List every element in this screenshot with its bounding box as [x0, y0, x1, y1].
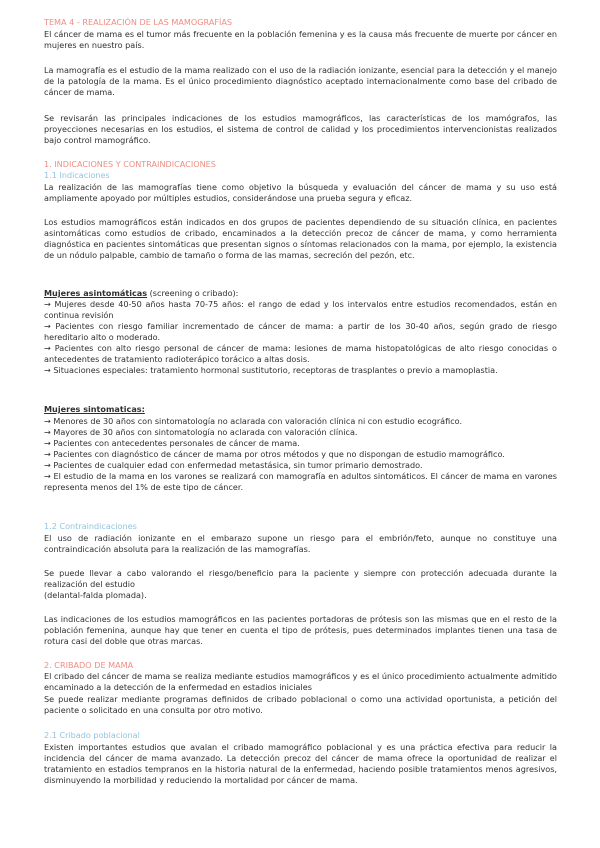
mamografia-definition-paragraph: La mamografía es el estudio de la mama realizado con el uso de la radiación ionizante, esencial para la detección y el manejo de la patología de la mama. Es el único procedimiento diagnóstico aceptado internacionalmente como base del cribado de cáncer de mama. [44, 65, 557, 97]
list-item: → El estudio de la mama en los varones se realizará con mamografía en adultos sintomáticos. El cáncer de mama en varones representa menos del 1% de este tipo de cáncer. [44, 471, 557, 492]
contraindications-note: (delantal-falda plomada). [44, 590, 147, 600]
asymptomatic-label: Mujeres asintomáticas [44, 288, 148, 298]
list-item: → Menores de 30 años con sintomatología no aclarada con valoración clínica ni con estudio ecográfico. [44, 416, 463, 426]
asymptomatic-list [44, 299, 557, 376]
prosthesis-paragraph: Las indicaciones de los estudios mamográficos en las pacientes portadoras de prótesis son las mismas que en el resto de la población femenina, aunque hay que tener en cuenta el tipo de prótesis, pues determinados implantes tienen una tasa de rotura casi del doble que otras marcas. [44, 614, 557, 646]
subsection-1-1-heading: 1.1 Indicaciones [44, 170, 110, 180]
population-screening-paragraph: Existen importantes estudios que avalan el cribado mamográfico poblacional y es una práctica efectiva para reducir la incidencia del cáncer de mama avanzado. La detección precoz del cáncer de mama ofrece la oportunidad de realizar el tratamiento en estadios tempranos en la historia natural de la enfermedad, haciendo posible tratamientos menos agresivos, disminuyendo la morbilidad y reduciendo la mortalidad por cáncer de mama. [44, 742, 557, 785]
screening-paragraph-2: Se puede realizar mediante programas definidos de cribado poblacional o como una actividad oportunista, a petición del paciente o solicitado en una consulta por otro motivo. [44, 694, 557, 715]
asymptomatic-heading [44, 288, 557, 299]
contraindications-paragraph-1: El uso de radiación ionizante en el embarazo supone un riesgo para el embrión/feto, aunque no constituye una contraindicación absoluta para la realización de las mamografías. [44, 533, 557, 554]
overview-paragraph: Se revisarán las principales indicaciones de los estudios mamográficos, las características de los mamógrafos, las proyecciones necesarias en los estudios, el sistema de control de calidad y los procedimientos intervencionistas realizados bajo control mamográfico. [44, 113, 557, 145]
list-item: → Mayores de 30 años con sintomatología no aclarada con valoración clínica. [44, 427, 358, 437]
intro-paragraph: El cáncer de mama es el tumor más frecuente en la población femenina y es la causa más frecuente de muerte por cáncer en mujeres en nuestro país. [44, 29, 557, 50]
list-item: → Pacientes con antecedentes personales de cáncer de mama. [44, 438, 300, 448]
subsection-2-1-heading: 2.1 Cribado poblacional [44, 730, 140, 740]
indications-paragraph-2: Los estudios mamográficos están indicados en dos grupos de pacientes dependiendo de su situación clínica, en pacientes asintomáticas como estudios de cribado, encaminados a la detección precoz de cáncer de mama, y como herramienta diagnóstica en pacientes sintomáticas que presentan signos o síntomas relacionados con la mama, por ejemplo, la existencia de un nódulo palpable, cambio de tamaño o forma de las mamas, secreción del pezón, etc. [44, 217, 557, 260]
symptomatic-heading [44, 404, 557, 415]
symptomatic-label: Mujeres sintomaticas: [44, 404, 145, 414]
section-1-heading: 1. INDICACIONES Y CONTRAINDICACIONES [44, 159, 216, 169]
indications-paragraph-1: La realización de las mamografías tiene como objetivo la búsqueda y evaluación del cáncer de mama y su uso está ampliamente apoyado por múltiples estudios, considerándose una prueba segura y eficaz. [44, 182, 557, 203]
contraindications-text: Se puede llevar a cabo valorando el riesgo/beneficio para la paciente y siempre con protección adecuada durante la realización del estudio [44, 568, 557, 589]
list-item: → Mujeres desde 40-50 años hasta 70-75 años: el rango de edad y los intervalos entre estudios recomendados, están en continua revisión [44, 299, 557, 320]
asymptomatic-suffix: (screening o cribado): [147, 288, 239, 298]
list-item: → Situaciones especiales: tratamiento hormonal sustitutorio, receptoras de trasplantes o previo a mamoplastia. [44, 365, 498, 375]
list-item: → Pacientes con riesgo familiar incrementado de cáncer de mama: a partir de los 30-40 años, según grado de riesgo hereditario alto o moderado. [44, 321, 557, 342]
document-title: TEMA 4 - REALIZACIÓN DE LAS MAMOGRAFÍAS [44, 17, 233, 27]
list-item: → Pacientes con alto riesgo personal de cáncer de mama: lesiones de mama histopatológicas de alto riesgo conocidas o antecedentes de tratamiento radioterápico torácico a altas dosis. [44, 343, 557, 364]
list-item: → Pacientes con diagnóstico de cáncer de mama por otros métodos y que no dispongan de estudio mamográfico. [44, 449, 505, 459]
symptomatic-list [44, 416, 557, 493]
contraindications-paragraph-2 [44, 568, 557, 601]
list-item: → Pacientes de cualquier edad con enfermedad metastásica, sin tumor primario demostrado. [44, 460, 423, 470]
section-2-heading: 2. CRIBADO DE MAMA [44, 660, 134, 670]
subsection-1-2-heading: 1.2 Contraindicaciones [44, 521, 137, 531]
screening-paragraph-1: El cribado del cáncer de mama se realiza mediante estudios mamográficos y es el único procedimiento actualmente admitido encaminado a la detección de la enfermedad en estadios iniciales [44, 671, 557, 692]
